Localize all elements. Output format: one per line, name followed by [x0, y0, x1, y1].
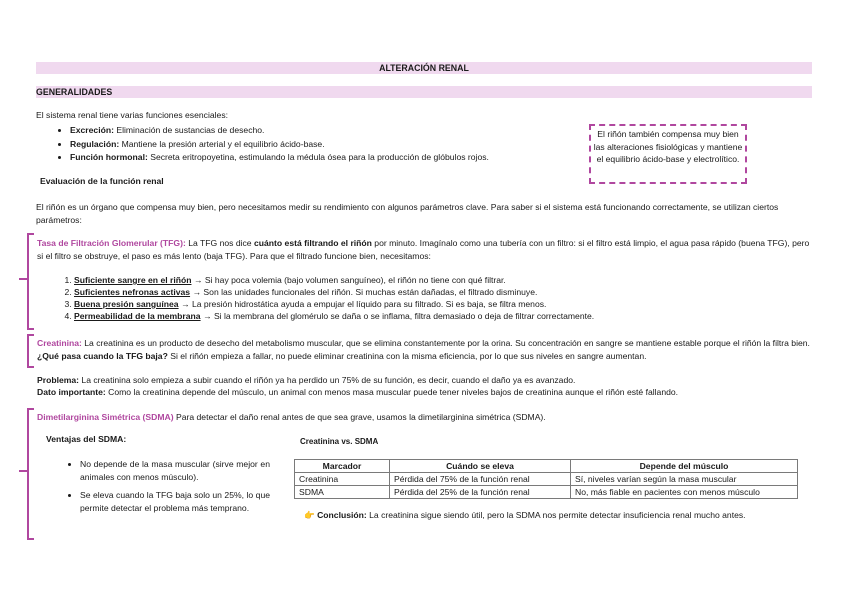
comparison-table	[294, 459, 798, 499]
sdma-paragraph	[37, 412, 813, 422]
table-header: Cuándo se eleva	[390, 460, 571, 473]
item-label: Suficiente sangre en el riñón	[74, 275, 192, 285]
tfg-label: Tasa de Filtración Glomerular (TFG):	[37, 238, 186, 248]
page-title: ALTERACIÓN RENAL	[379, 63, 469, 73]
list-item: • Se eleva cuando la TFG baja solo un 25%, lo que permite detectar el problema más temprano.	[80, 489, 270, 514]
table-cell: No, más fiable en pacientes con menos músculo	[571, 486, 798, 499]
list-item	[70, 124, 489, 138]
table-cell: Pérdida del 75% de la función renal	[390, 473, 571, 486]
generalidades-intro: El sistema renal tiene varias funciones esenciales:	[36, 110, 229, 120]
table-header: Marcador	[295, 460, 390, 473]
important-label: Dato importante:	[37, 387, 106, 397]
list-item	[74, 274, 594, 286]
tfg-bold: cuánto está filtrando el riñón	[253, 238, 372, 248]
creatinina-problem	[37, 374, 813, 398]
sdma-bracket	[27, 408, 34, 540]
creatinina-label: Creatinina:	[37, 338, 82, 348]
item-label: Excreción:	[70, 125, 114, 135]
section-heading: GENERALIDADES	[36, 87, 113, 97]
callout-text: El riñón también compensa muy bien las alteraciones fisiológicas y mantiene el equilibrio ácido-base y electrolítico.	[593, 129, 743, 164]
section-bar-generalidades	[36, 86, 812, 98]
item-label: Suficientes nefronas activas	[74, 287, 191, 297]
sdma-label: Dimetilarginina Simétrica (SDMA)	[37, 412, 174, 422]
important-text: Como la creatinina depende del músculo, un animal con menos masa muscular puede tener niveles bajos de creatinina aunque el riñón esté fallando.	[105, 387, 679, 397]
table-cell: SDMA	[295, 486, 390, 499]
pointing-hand-icon: 👉	[304, 510, 315, 520]
item-label: Función hormonal:	[70, 152, 148, 162]
list-item	[70, 138, 489, 152]
item-text: Mantiene la presión arterial y el equilibrio ácido-base.	[119, 138, 325, 149]
item-label: Buena presión sanguínea	[74, 299, 179, 309]
creatinina-question: ¿Qué pasa cuando la TFG baja?	[37, 350, 168, 361]
tfg-paragraph	[37, 237, 813, 262]
sdma-bracket-tick	[19, 470, 27, 472]
conclusion-text: La creatinina sigue siendo útil, pero la SDMA nos permite detectar insuficiencia renal mucho antes.	[366, 510, 746, 520]
conclusion	[304, 510, 746, 521]
table-header-row	[295, 460, 798, 473]
item-label: Permeabilidad de la membrana	[74, 311, 201, 321]
item-label: Regulación:	[70, 138, 120, 149]
tfg-text: por minuto. Imagínalo como una tubería con un filtro: si el filtro está limpio, el agua pasa rápido (buena TFG), pero si el filtro se obstruye, el paso es más lento (baja TFG). Para que el filtrado funcione bien, necesitamos:	[37, 238, 810, 261]
evaluacion-heading: Evaluación de la función renal	[40, 176, 164, 186]
table-cell: Pérdida del 25% de la función renal	[390, 486, 571, 499]
title-bar	[36, 62, 812, 74]
item-text: → Si hay poca volemia (bajo volumen sanguíneo), el riñón no tiene con qué filtrar.	[191, 275, 506, 285]
table-cell: Sí, niveles varían según la masa muscular	[571, 473, 798, 486]
creatinina-bracket	[27, 334, 34, 368]
sdma-advantages-heading: Ventajas del SDMA:	[46, 434, 127, 444]
list-item	[74, 286, 594, 298]
item-text: Secreta eritropoyetina, estimulando la médula ósea para la producción de glóbulos rojos.	[147, 152, 489, 162]
callout-box	[589, 124, 747, 184]
item-text: → Son las unidades funcionales del riñón. Si muchas están dañadas, el filtrado disminuye.	[190, 287, 538, 297]
conclusion-label: Conclusión:	[317, 510, 367, 520]
creatinina-paragraph	[37, 337, 813, 362]
problem-label: Problema:	[37, 375, 80, 385]
creatinina-text: Si el riñón empieza a fallar, no puede eliminar creatinina con la misma eficiencia, por lo que sus niveles en sangre aumentan.	[167, 350, 647, 361]
list-item: • No depende de la masa muscular (sirve mejor en animales con menos músculo).	[80, 458, 270, 483]
tfg-bracket-tick	[19, 278, 27, 280]
list-item	[70, 151, 489, 165]
sdma-advantages-list	[62, 458, 270, 520]
creatinina-text: La creatinina es un producto de desecho del metabolismo muscular, que se elimina constantemente por la orina. Su concentración en sangre se mantiene estable porque el riñón la filtra bien.	[81, 338, 810, 348]
table-header: Depende del músculo	[571, 460, 798, 473]
table-cell: Creatinina	[295, 473, 390, 486]
evaluacion-intro: El riñón es un órgano que compensa muy bien, pero necesitamos medir su rendimiento con algunos parámetros clave. Para saber si el sistema está funcionando correctamente, se utilizan ciertos parámetros:	[36, 202, 779, 225]
list-item	[74, 298, 594, 310]
problem-text: La creatinina solo empieza a subir cuando el riñón ya ha perdido un 75% de su función, es decir, cuando el daño ya es avanzado.	[79, 375, 576, 385]
tfg-bracket	[27, 233, 34, 330]
tfg-text: La TFG nos dice	[185, 238, 254, 248]
functions-list	[56, 124, 489, 165]
table-title: Creatinina vs. SDMA	[300, 437, 379, 446]
item-text: Eliminación de sustancias de desecho.	[113, 125, 265, 135]
item-text: → Si la membrana del glomérulo se daña o se inflama, filtra demasiado o deja de filtrar correctamente.	[200, 311, 595, 321]
tfg-factors-list	[56, 274, 594, 322]
list-item	[74, 310, 594, 322]
table-row	[295, 473, 798, 486]
sdma-text: Para detectar el daño renal antes de que sea grave, usamos la dimetilarginina simétrica (SDMA).	[173, 412, 546, 422]
table-row	[295, 486, 798, 499]
item-text: → La presión hidrostática ayuda a empujar el líquido para su filtrado. Si es baja, se filtra menos.	[178, 299, 547, 309]
